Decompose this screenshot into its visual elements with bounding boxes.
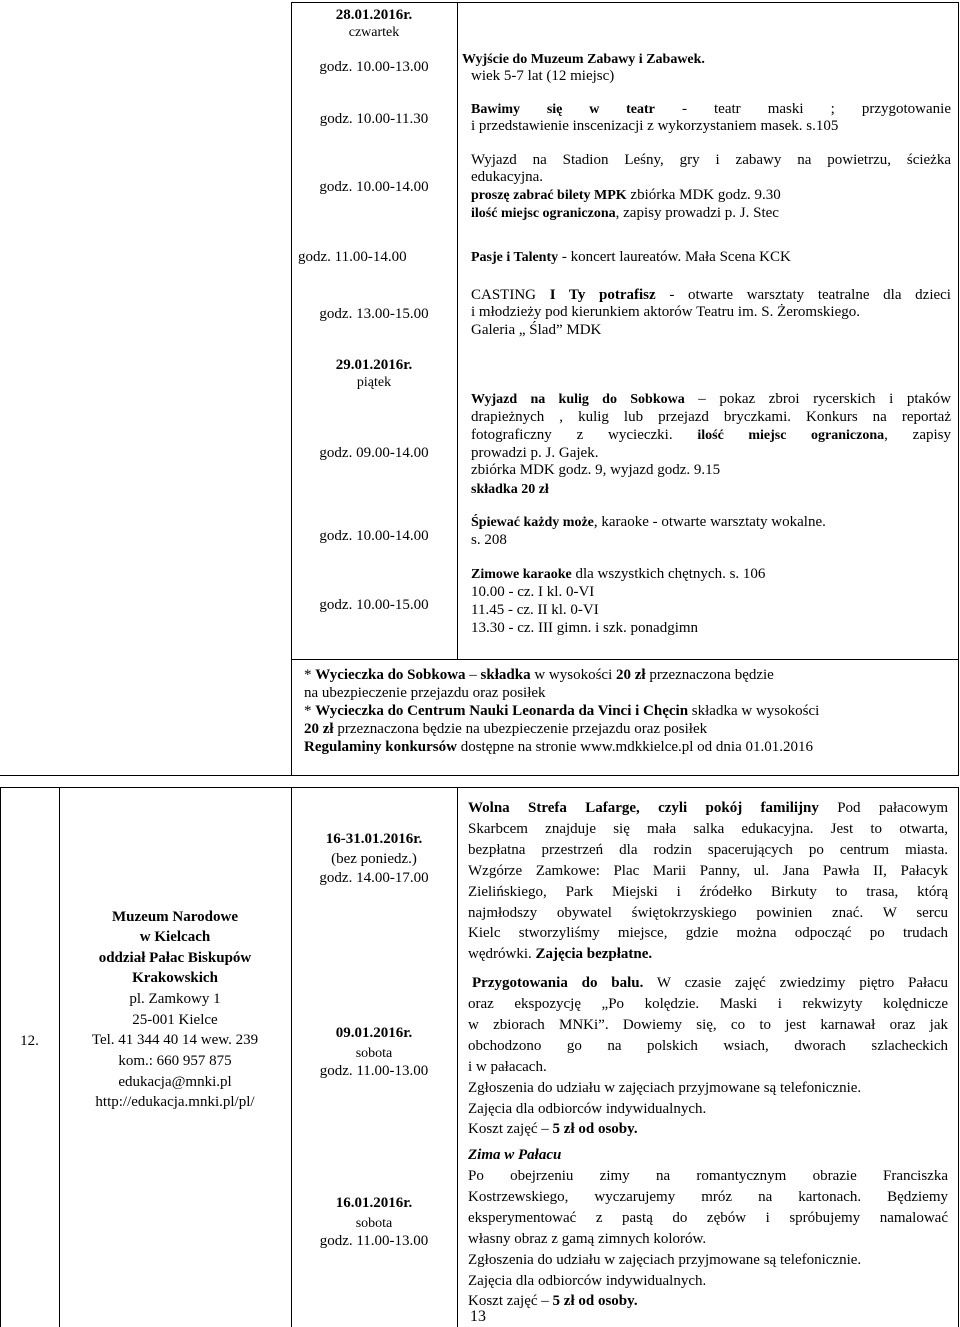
institution-line: Krakowskich [132,970,218,986]
event-fee: składka 20 zł [471,482,549,497]
page-number: 13 [470,1308,486,1325]
desc-line: własny obraz z gamą zimnych kolorów. [468,1231,707,1247]
day1-weekday: czwartek [348,25,400,40]
event-line: edukacyjna. [471,169,544,185]
desc-line: i w pałacach. [468,1059,547,1075]
event-line: Bawimy się w teatr - teatr maski ; przygotowanie [471,101,951,117]
institution-line: 25-001 Kielce [132,1012,218,1028]
time-slot: godz. 10.00-11.30 [319,111,429,127]
institution-line: Muzeum Narodowe [112,909,238,925]
institution-line: Tel. 41 344 40 14 wew. 239 [91,1032,259,1048]
institution-line: oddział Pałac Biskupów [98,950,252,966]
event-detail: wiek 5-7 lat (12 miejsc) [471,68,615,84]
note-line: na ubezpieczenie przejazdu oraz posiłek [304,685,546,701]
note-line: * Wycieczka do Centrum Nauki Leonarda da Vinci i Chęcin składka w wysokości [304,703,820,719]
event-line: s. 208 [471,532,507,548]
weekday: sobota [355,1216,393,1231]
date-note: (bez poniedz.) [331,851,417,867]
desc-line: Kostrzewskiego, wyczarujemy mróz na kartonach. Będziemy [468,1189,948,1205]
desc-title: Zima w Pałacu [468,1147,562,1163]
event-line: 11.45 - cz. II kl. 0-VI [471,602,599,618]
event-line: Zimowe karaoke dla wszystkich chętnych. s. 106 [471,566,766,582]
top-table-bottom-border [0,775,958,776]
bottom-table-top-border [0,787,958,788]
time-slot: godz. 09.00-14.00 [319,445,429,461]
event-line: fotograficzny z wycieczki. ilość miejsc ograniczona, zapisy [471,427,951,443]
institution-line: pl. Zamkowy 1 [129,991,221,1007]
institution-line: w Kielcach [139,929,211,945]
desc-line: obchodzono go na polskich wsiach, dworach szlacheckich [468,1038,948,1054]
desc-line: Zgłoszenia do udziału w zajęciach przyjmowane są telefonicznie. [468,1080,862,1096]
institution-email: edukacja@mnki.pl [118,1074,232,1090]
desc-cost: Koszt zajęć – 5 zł od osoby. [468,1121,638,1137]
desc-cost: Koszt zajęć – 5 zł od osoby. [468,1293,638,1309]
desc-line: oraz ekspozycję „Po kolędzie. Maski i rekwizyty kolędnicze [468,996,948,1012]
institution-url: http://edukacja.mnki.pl/pl/ [95,1094,255,1110]
time-slot: godz. 11.00-13.00 [319,1233,429,1249]
time-slot: godz. 10.00-15.00 [319,597,429,613]
time-slot: godz. 13.00-15.00 [319,306,429,322]
event-line: proszę zabrać bilety MPK zbiórka MDK godz. 9.30 [471,187,781,203]
desc-line: Wzgórze Zamkowe: Plac Marii Panny, ul. Jana Pawła II, Pałacyk [468,863,948,879]
desc-line: Zajęcia dla odbiorców indywidualnych. [468,1101,707,1117]
event-line: drapieżnych , kulig lub przejazd bryczkami. Konkurs na reportaż [471,409,951,425]
event-line: Śpiewać każdy może, karaoke - otwarte warsztaty wokalne. [471,514,826,530]
desc-line: w zbiorach MNKi”. Dowiemy się, co to jest karnawał oraz jak [468,1017,948,1033]
event-line: zbiórka MDK godz. 9, wyjazd godz. 9.15 [471,462,721,478]
date: 09.01.2016r. [335,1025,413,1041]
day2-date: 29.01.2016r. [335,357,413,373]
event-detail: i przedstawienie inscenizacji z wykorzystaniem masek. s.105 [471,118,839,134]
weekday: sobota [355,1046,393,1061]
event-line: Galeria „ Ślad” MDK [471,322,602,338]
institution-line: kom.: 660 957 875 [118,1053,232,1069]
time-slot: godz. 10.00-14.00 [319,179,429,195]
desc-line: Zgłoszenia do udziału w zajęciach przyjmowane są telefonicznie. [468,1252,862,1268]
top-table-row-divider [291,659,958,660]
bottom-table-col-divider [457,787,458,1327]
top-table-col-divider [457,2,458,660]
note-line: 20 zł przeznaczona będzie na ubezpieczenie przejazdu oraz posiłek [304,721,708,737]
bottom-table-right-border [958,787,959,1327]
day1-date: 28.01.2016r. [335,7,413,23]
bottom-table-left-border [0,787,1,1327]
note-line: * Wycieczka do Sobkowa – składka w wysokości 20 zł przeznaczona będzie [304,667,774,683]
desc-line: Kielc stworzyliśmy miejsce, gdzie można odpocząć po trudach [468,925,948,941]
note-line: Regulaminy konkursów dostępne na stronie www.mdkkielce.pl od dnia 01.01.2016 [304,739,813,755]
desc-line: najmłodszy obywatel świętokrzyskiego powinien znać. W sercu [468,905,948,921]
desc-line: Zielińskiego, Park Miejski i źródełko Birkuty to trasa, którą [468,884,948,900]
event-line: 13.30 - cz. III gimn. i szk. ponadgimn [471,620,699,636]
desc-line: Zajęcia dla odbiorców indywidualnych. [468,1273,707,1289]
desc-line: Wolna Strefa Lafarge, czyli pokój familijny Pod pałacowym [468,800,948,816]
time-slot: godz. 14.00-17.00 [319,870,429,886]
event-line: Wyjazd na Stadion Leśny, gry i zabawy na powietrzu, ścieżka [471,152,951,168]
top-table-right-border [958,2,959,776]
event-line: Wyjazd na kulig do Sobkowa – pokaz zbroi rycerskich i ptaków [471,391,951,407]
event-line: CASTING I Ty potrafisz - otwarte warsztaty teatralne dla dzieci [471,287,951,303]
event-title: Wyjście do Muzeum Zabawy i Zabawek. [462,52,705,67]
day2-weekday: piątek [356,375,392,390]
desc-line: wędrówki. Zajęcia bezpłatne. [468,946,653,962]
desc-line: bezpłatna przestrzeń dla rodzin spacerujących po centrum miasta. [468,842,948,858]
desc-line: Skarbcem znajduje się mała salka edukacyjna. Jest to otwarta, [468,821,948,837]
time-slot: godz. 11.00-13.00 [319,1063,429,1079]
top-table-top-border [291,2,958,3]
event-line: 10.00 - cz. I kl. 0-VI [471,584,595,600]
time-slot: godz. 10.00-13.00 [319,59,429,75]
date-range: 16-31.01.2016r. [325,831,423,847]
desc-line: eksperymentować z pastą do zębów i spróbujemy namalować [468,1210,948,1226]
desc-line: Przygotowania do balu. W czasie zajęć zwiedzimy piętro Pałacu [472,975,948,991]
event-line: Pasje i Talenty - koncert laureatów. Mała Scena KCK [471,249,791,265]
time-slot: godz. 11.00-14.00 [298,249,407,265]
desc-line: Po obejrzeniu zimy na romantycznym obrazie Franciszka [468,1168,948,1184]
event-line: prowadzi p. J. Gajek. [471,445,599,461]
time-slot: godz. 10.00-14.00 [319,528,429,544]
row-number: 12. [20,1033,39,1049]
date: 16.01.2016r. [335,1195,413,1211]
event-line: i młodzieży pod kierunkiem aktorów Teatru im. S. Żeromskiego. [471,304,861,320]
event-line: ilość miejsc ograniczona, zapisy prowadzi p. J. Stec [471,205,779,221]
